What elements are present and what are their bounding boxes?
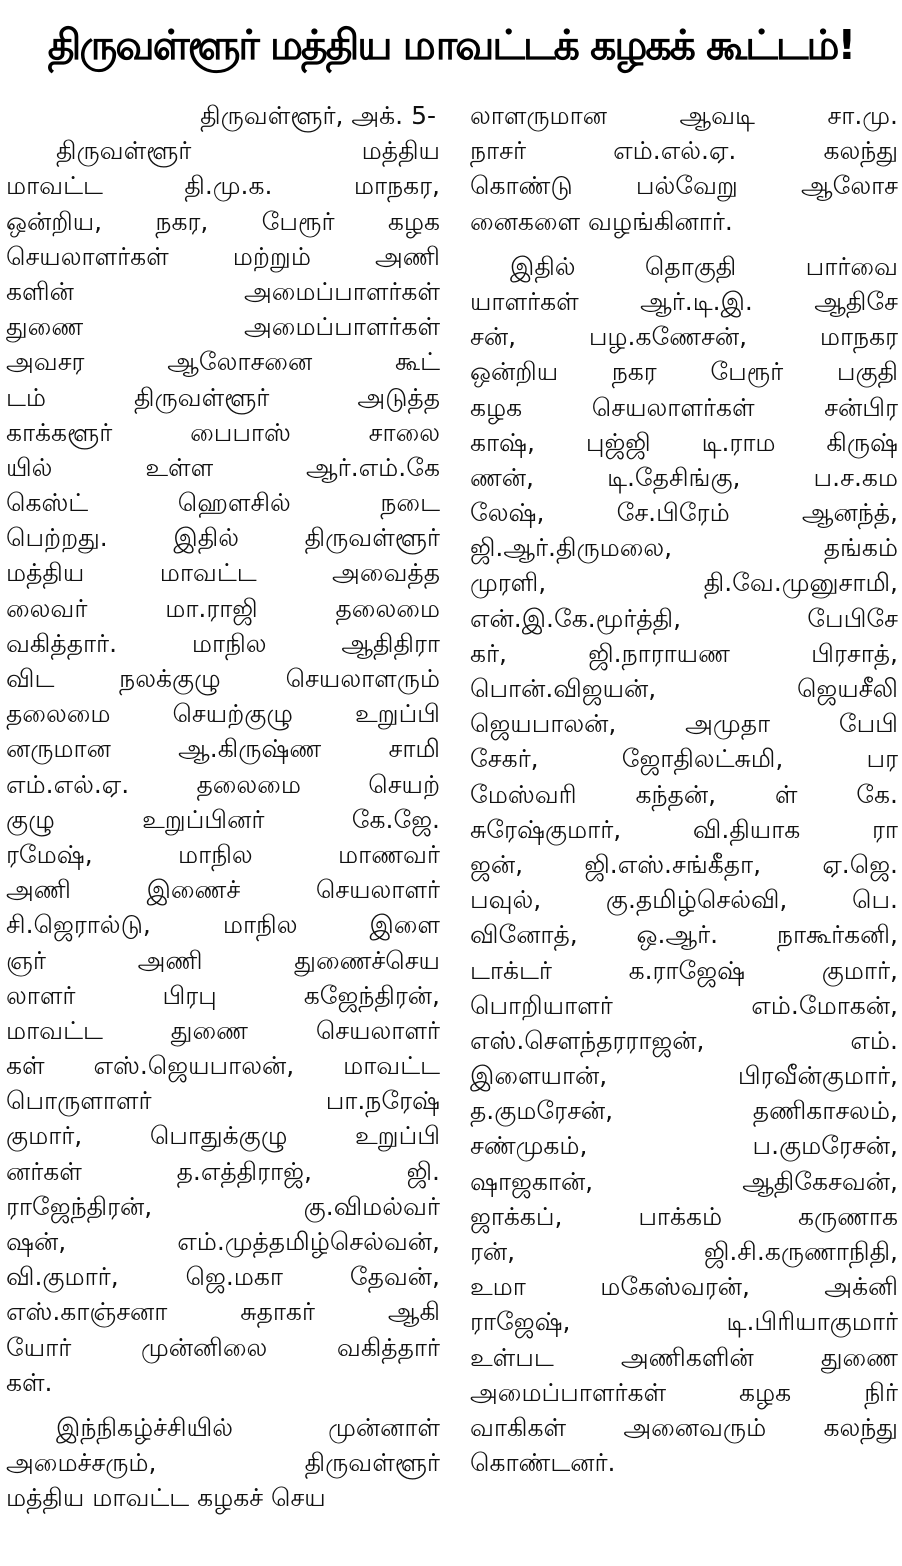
text-line: மத்திய மாவட்ட அவைத்த xyxy=(6,558,440,588)
text-line: கர், ஜி.நாராயண பிரசாத், xyxy=(470,638,898,668)
text-line: மத்திய மாவட்ட கழகச் செய xyxy=(6,1483,326,1513)
text-line: பொறியாளர் எம்.மோகன், xyxy=(470,990,898,1020)
text-line: இதில் தொகுதி பார்வை xyxy=(510,251,898,281)
text-line: களின் அமைப்பாளர்கள் xyxy=(6,276,440,306)
text-line: எம்.எல்.ஏ. தலைமை செயற் xyxy=(6,769,440,799)
text-line: சன், பழ.கணேசன், மாநகர xyxy=(470,322,898,352)
text-line: ணன், டி.தேசிங்கு, ப.ச.கம xyxy=(470,462,898,492)
text-line: டாக்டர் க.ராஜேஷ் குமார், xyxy=(470,955,898,985)
text-line: லேஷ், சே.பிரேம் ஆனந்த், xyxy=(470,498,898,528)
text-line: அமைப்பாளர்கள் கழக நிர் xyxy=(470,1377,898,1407)
text-line: னைகளை வழங்கினார். xyxy=(470,206,733,236)
text-line: கள் எஸ்.ஜெயபாலன், மாவட்ட xyxy=(6,1051,440,1081)
text-line: வினோத், ஒ.ஆர். நாகூர்கனி, xyxy=(470,920,898,950)
text-line: ஜாக்கப், பாக்கம் கருணாக xyxy=(470,1201,898,1231)
text-line: கெஸ்ட் ஹௌசில் நடை xyxy=(6,488,440,518)
text-line: செயலாளர்கள் மற்றும் அணி xyxy=(6,241,440,271)
text-line: சி.ஜெரால்டு, மாநில இளை xyxy=(6,910,440,940)
text-line: இந்நிகழ்ச்சியில் முன்னாள் xyxy=(56,1412,440,1442)
left-column xyxy=(6,98,440,1516)
text-line: மேஸ்வரி கந்தன், ள் கே. xyxy=(470,779,898,809)
text-line: ஷன், எம்.முத்தமிழ்செல்வன், xyxy=(6,1227,440,1256)
paragraph xyxy=(470,249,898,1481)
text-line: னருமான ஆ.கிருஷ்ண சாமி xyxy=(6,734,440,764)
text-line: உள்பட அணிகளின் துணை xyxy=(470,1342,898,1372)
text-line: கொண்டு பல்வேறு ஆலோச xyxy=(470,171,898,201)
text-line: குமார், பொதுக்குழு உறுப்பி xyxy=(6,1121,440,1151)
paragraph xyxy=(6,1410,440,1516)
text-line: சேகர், ஜோதிலட்சுமி, பர xyxy=(470,744,898,774)
text-line: வாகிகள் அனைவரும் கலந்து xyxy=(470,1412,898,1442)
text-line: த.குமரேசன், தணிகாசலம், xyxy=(470,1096,898,1126)
text-line: காக்களூர் பைபாஸ் சாலை xyxy=(6,417,440,447)
text-line: கொண்டனர். xyxy=(470,1448,616,1478)
text-line: ஜி.ஆர்.திருமலை, தங்கம் xyxy=(470,533,898,563)
text-line: நாசர் எம்.எல்.ஏ. கலந்து xyxy=(470,136,898,166)
text-line: யோர் முன்னிலை வகித்தார் xyxy=(6,1332,440,1362)
text-line: வகித்தார். மாநில ஆதிதிரா xyxy=(6,628,440,658)
text-line: ஒன்றிய, நகர, பேரூர் கழக xyxy=(6,206,440,236)
text-line: தலைமை செயற்குழு உறுப்பி xyxy=(6,699,440,729)
text-line: அணி இணைச் செயலாளர் xyxy=(6,875,440,905)
text-line: ராஜேஷ், டி.பிரியாகுமார் xyxy=(470,1307,898,1337)
text-line: லாளருமான ஆவடி சா.மு. xyxy=(470,101,898,130)
text-line: டம் திருவள்ளூர் அடுத்த xyxy=(6,382,440,412)
text-line: லாளர் பிரபு கஜேந்திரன், xyxy=(6,980,440,1010)
text-line: குழு உறுப்பினர் கே.ஜே. xyxy=(6,804,440,834)
text-line: திருவள்ளூர் மத்திய xyxy=(56,136,440,166)
text-line: கள். xyxy=(6,1367,53,1397)
text-line: சண்முகம், ப.குமரேசன், xyxy=(470,1131,898,1161)
text-line: மாவட்ட துணை செயலாளர் xyxy=(6,1015,440,1045)
text-line: ஜெயபாலன், அமுதா பேபி xyxy=(470,709,898,739)
text-line: மாவட்ட தி.மு.க. மாநகர, xyxy=(6,171,440,201)
right-column xyxy=(470,98,898,1480)
text-line: முரளி, தி.வே.முனுசாமி, xyxy=(470,568,898,598)
text-line: துணை அமைப்பாளர்கள் xyxy=(6,312,440,342)
text-line: எஸ்.காஞ்சனா சுதாகர் ஆகி xyxy=(6,1297,440,1327)
right-column-body xyxy=(470,98,898,1480)
dateline: திருவள்ளூர், அக். 5- xyxy=(200,101,436,130)
text-line: யில் உள்ள ஆர்.எம்.கே xyxy=(6,452,440,482)
text-line: அமைச்சரும், திருவள்ளூர் xyxy=(6,1448,440,1478)
text-line: என்.இ.கே.மூர்த்தி, பேபிசே xyxy=(470,603,898,633)
text-line: லைவர் மா.ராஜி தலைமை xyxy=(6,593,440,623)
text-line: ஒன்றிய நகர பேரூர் பகுதி xyxy=(470,357,898,387)
text-line: ஜன், ஜி.எஸ்.சங்கீதா, ஏ.ஜெ. xyxy=(470,849,898,879)
paragraph xyxy=(470,98,898,239)
text-line: ரமேஷ், மாநில மாணவர் xyxy=(6,839,440,869)
text-line: ஷாஜகான், ஆதிகேசவன், xyxy=(470,1166,898,1196)
text-line: பொன்.விஜயன், ஜெயசீலி xyxy=(470,674,898,703)
text-line: காஷ், புஜ்ஜி டி.ராம கிருஷ் xyxy=(470,427,898,457)
text-line: உமா மகேஸ்வரன், அக்னி xyxy=(470,1272,898,1302)
left-column-body xyxy=(6,133,440,1515)
text-line: வி.குமார், ஜெ.மகா தேவன், xyxy=(6,1262,440,1292)
text-line: ஞர் அணி துணைச்செய xyxy=(6,945,440,975)
text-line: ராஜேந்திரன், கு.விமல்வர் xyxy=(6,1191,440,1221)
paragraph xyxy=(6,133,440,1400)
text-line: எஸ்.சௌந்தரராஜன், எம். xyxy=(470,1025,898,1055)
text-line: னர்கள் த.எத்திராஜ், ஜி. xyxy=(6,1156,440,1186)
text-line: ரன், ஜி.சி.கருணாநிதி, xyxy=(470,1237,898,1266)
headline: திருவள்ளூர் மத்திய மாவட்டக் கழகக் கூட்டம்! xyxy=(47,21,855,69)
text-line: இளையான், பிரவீன்குமார், xyxy=(470,1061,898,1091)
text-line: பொருளாளர் பா.நரேஷ் xyxy=(6,1086,440,1116)
text-line: விட நலக்குழு செயலாளரும் xyxy=(6,664,440,693)
text-line: பவுல், கு.தமிழ்செல்வி, பெ. xyxy=(470,885,898,915)
text-line: அவசர ஆலோசனை கூட் xyxy=(6,347,440,377)
text-line: பெற்றது. இதில் திருவள்ளூர் xyxy=(6,523,440,553)
text-line: கழக செயலாளர்கள் சன்பிர xyxy=(470,392,898,422)
text-line: சுரேஷ்குமார், வி.தியாக ரா xyxy=(470,814,898,844)
text-line: யாளர்கள் ஆர்.டி.இ. ஆதிசே xyxy=(470,286,898,316)
